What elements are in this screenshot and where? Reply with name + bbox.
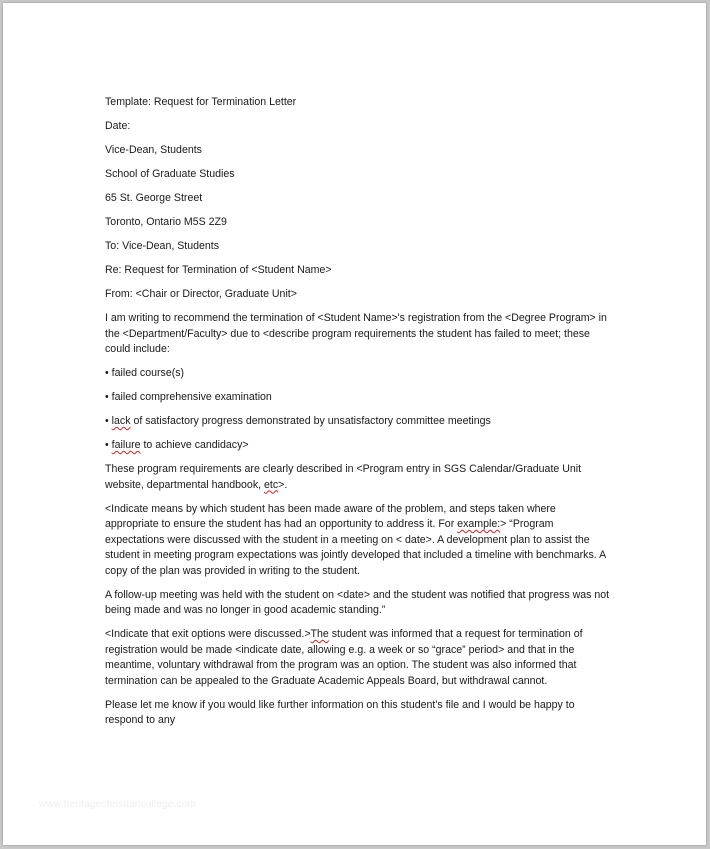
paragraph-text: <Indicate that exit options were discussed.> <box>105 628 311 640</box>
spelling-error-mark: The <box>310 628 329 640</box>
from-line: From: <Chair or Director, Graduate Unit> <box>105 288 297 300</box>
exit-options-paragraph <box>105 627 610 689</box>
followup-paragraph: A follow-up meeting was held with the student on <date> and the student was notified that progress was not being made and was no longer in good academic standing.” <box>105 588 610 616</box>
closing-paragraph: Please let me know if you would like further information on this student's file and I would be happy to respond to any <box>105 698 575 726</box>
spelling-error-mark: example: <box>457 518 501 530</box>
document-page <box>3 3 706 845</box>
bullet-item <box>105 414 610 430</box>
paragraph-text: student was informed that a request for termination of registration would be made <indicate date, allowing e.g. a week or so “grace” period> and that in the meantime, voluntary withdrawal from the program was an option. The student was also informed that termination can be appealed to the Graduate Academic Appeals Board, but withdrawal cannot. <box>105 628 583 687</box>
means-paragraph <box>105 502 610 580</box>
bullet-item: • failed comprehensive examination <box>105 391 272 403</box>
address-line: Toronto, Ontario M5S 2Z9 <box>105 216 227 228</box>
subject-line: Re: Request for Termination of <Student Name> <box>105 264 332 276</box>
paragraph-text: > “Program expectations were discussed with the student in a meeting on < date>. A development plan to assist the student in meeting program expectations was jointly developed that included a timeline with benchmarks. A copy of the plan was provided in writing to the student. <box>105 518 606 577</box>
spelling-error-mark: etc <box>264 478 279 491</box>
bullet-item: • failed course(s) <box>105 367 185 379</box>
bullet-text: of satisfactory progress demonstrated by unsatisfactory committee meetings <box>130 415 491 427</box>
paragraph-text: <Indicate means by which student has been made aware of the problem, and steps taken where appropriate to ensure the student has had an opportunity to address it. For <box>105 502 556 530</box>
letter-title: Template: Request for Termination Letter <box>105 96 297 108</box>
watermark: www.heritagechristiancollege.com <box>39 799 197 810</box>
intro-paragraph: I am writing to recommend the termination of <Student Name>'s registration from the <Degree Program> in the <Department/Faculty> due to <describe program requirements the student has failed to meet; these could include: <box>105 312 607 355</box>
bullet-text: to achieve candidacy> <box>140 439 249 451</box>
paragraph-text: >. <box>278 478 288 491</box>
address-line: School of Graduate Studies <box>105 168 235 180</box>
to-line: To: Vice-Dean, Students <box>105 240 220 252</box>
bullet-prefix: • <box>105 415 112 427</box>
spelling-error-mark: lack <box>111 415 131 427</box>
bullet-item <box>105 438 610 454</box>
address-line: 65 St. George Street <box>105 192 203 204</box>
requirements-paragraph <box>105 462 610 493</box>
paragraph-text: These program requirements are clearly described in <Program entry in SGS Calendar/Graduate Unit website, departmental handbook, <box>105 463 582 491</box>
address-line: Vice-Dean, Students <box>105 144 202 156</box>
spelling-error-mark: failure <box>111 439 141 451</box>
bullet-prefix: • <box>105 439 112 451</box>
date-line: Date: <box>105 120 131 132</box>
letter-body <box>105 95 610 737</box>
